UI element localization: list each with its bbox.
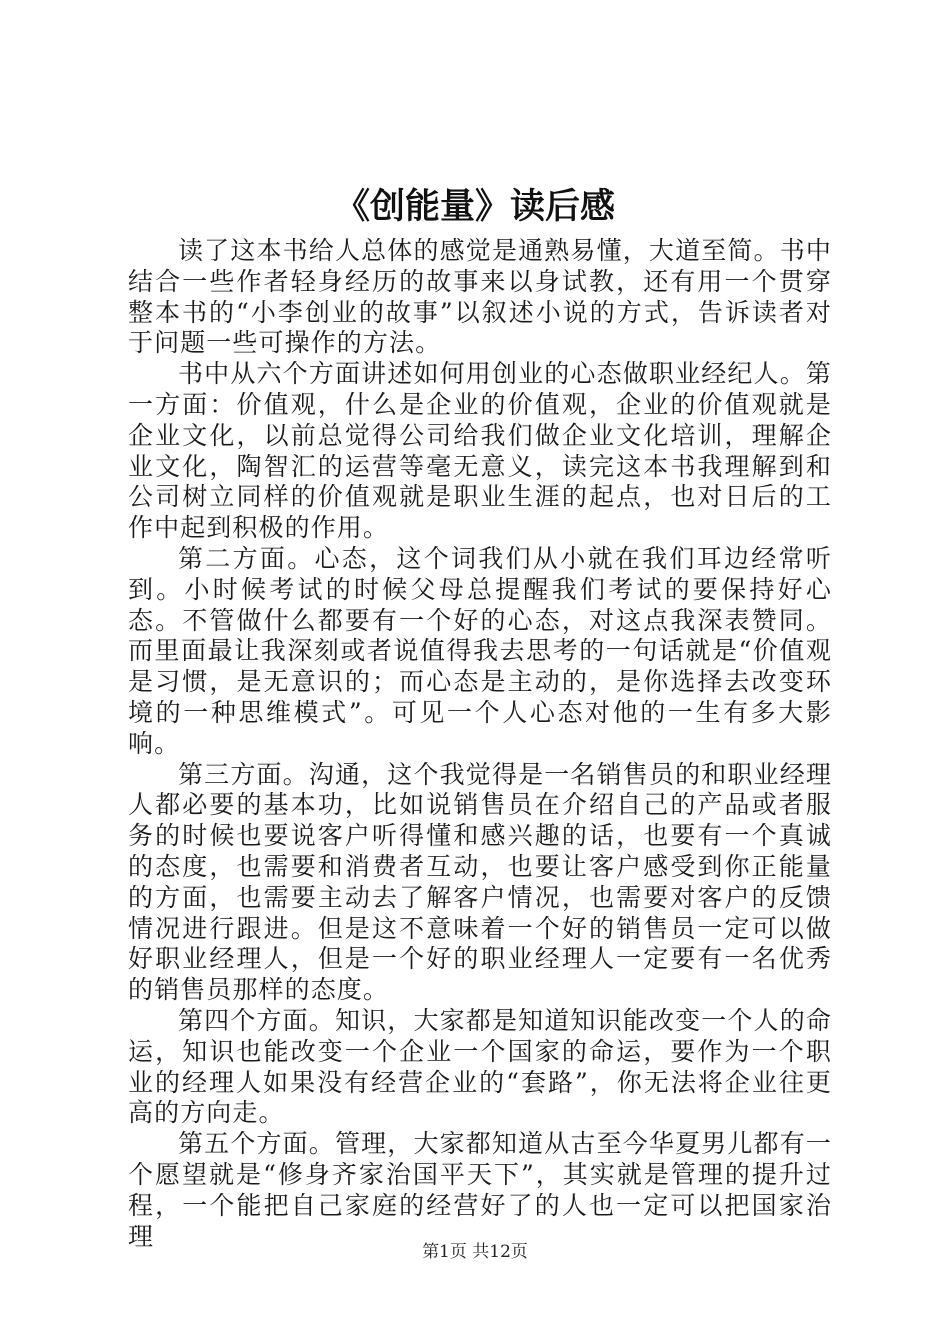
page-number-footer: 第1页 共12页	[422, 1242, 528, 1262]
paragraph: 书中从六个方面讲述如何用创业的心态做职业经纪人。第一方面：价值观，什么是企业的价值观，企业的价值观就是企业文化，以前总觉得公司给我们做企业文化培训，理解企业文化，陶智汇的运营等毫无意义，读完这本书我理解到和公司树立同样的价值观就是职业生涯的起点，也对日后的工作中起到积极的作用。	[128, 359, 832, 543]
paragraph: 读了这本书给人总体的感觉是通熟易懂，大道至简。书中结合一些作者轻身经历的故事来以身试教，还有用一个贯穿整本书的“小李创业的故事”以叙述小说的方式，告诉读者对于问题一些可操作的方法。	[128, 236, 832, 358]
paragraph: 第五个方面。管理，大家都知道从古至今华夏男儿都有一个愿望就是“修身齐家治国平天下”，其实就是管理的提升过程，一个能把自己家庭的经营好了的人也一定可以把国家治理	[128, 1129, 832, 1251]
paragraph: 第四个方面。知识，大家都是知道知识能改变一个人的命运，知识也能改变一个企业一个国家的命运，要作为一个职业的经理人如果没有经营企业的“套路”，你无法将企业往更高的方向走。	[128, 1005, 832, 1128]
paragraph: 第二方面。心态，这个词我们从小就在我们耳边经常听到。小时候考试的时候父母总提醒我们考试的要保持好心态。不管做什么都要有一个好的心态，对这点我深表赞同。而里面最让我深刻或者说值得我去思考的一句话就是“价值观是习惯，是无意识的；而心态是主动的，是你选择去改变环境的一种思维模式”。可见一个人心态对他的一生有多大影响。	[128, 543, 832, 758]
paragraph: 第三方面。沟通，这个我觉得是一名销售员的和职业经理人都必要的基本功，比如说销售员在介绍自己的产品或者服务的时候也要说客户听得懂和感兴趣的话，也要有一个真诚的态度，也需要和消费者互动，也要让客户感受到你正能量的方面，也需要主动去了解客户情况，也需要对客户的反馈情况进行跟进。但是这不意味着一个好的销售员一定可以做好职业经理人，但是一个好的职业经理人一定要有一名优秀的销售员那样的态度。	[128, 759, 832, 1005]
document-title: 《创能量》读后感	[334, 187, 615, 227]
document-body	[128, 236, 832, 1252]
